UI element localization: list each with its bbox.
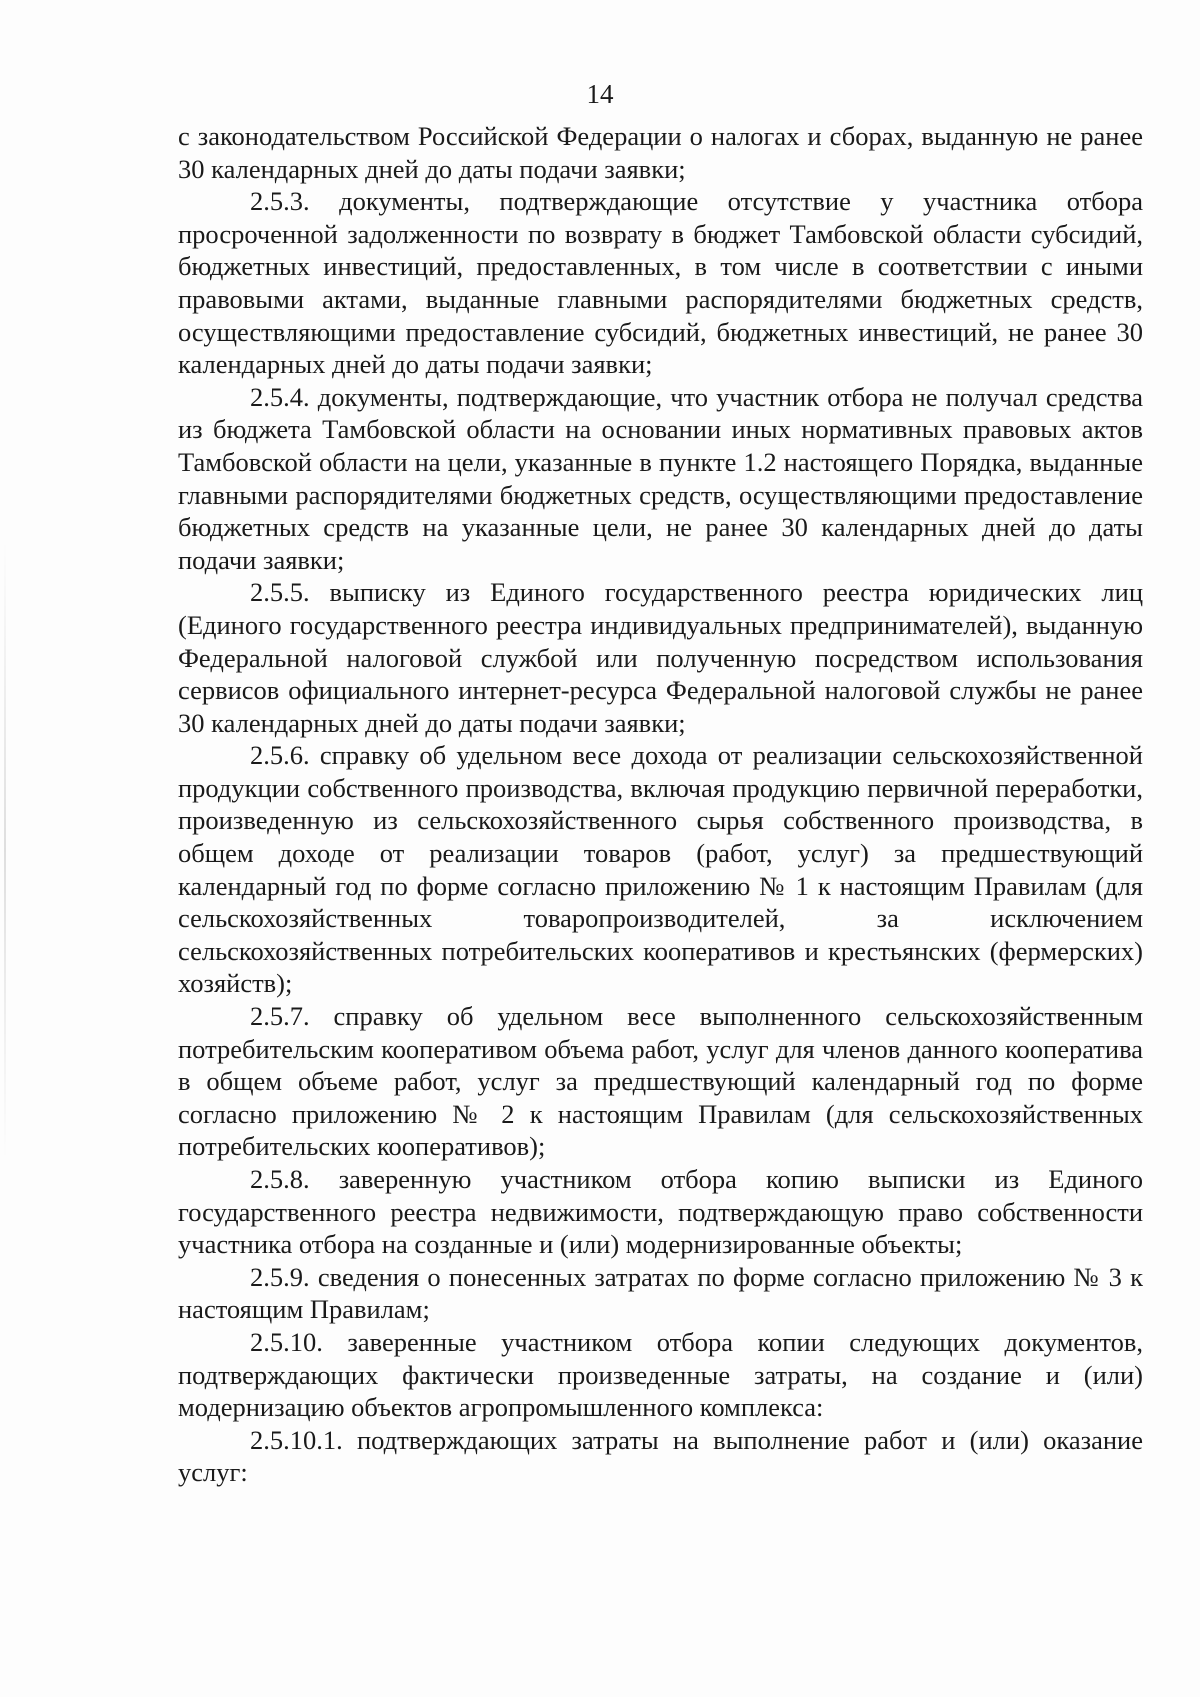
paragraph-2-5-7: 2.5.7. справку об удельном весе выполненного сельскохозяйственным потребительским кооперативом объема работ, услуг для членов данного кооператива в общем объеме работ, услуг за предшествующий календарный год по форме согласно приложению № 2 к настоящим Правилам (для сельскохозяйственных потребительских кооперативов);: [178, 1001, 1143, 1162]
paragraph-2-5-10: 2.5.10. заверенные участником отбора копии следующих документов, подтверждающих фактически произведенные затраты, на создание и (или) модернизацию объектов агропромышленного комплекса:: [178, 1326, 1143, 1423]
paragraph-2-5-3: 2.5.3. документы, подтверждающие отсутствие у участника отбора просроченной задолженности по возврату в бюджет Тамбовской области субсидий, бюджетных инвестиций, предоставленных, в том числе в соответствии с иными правовыми актами, выданные главными распорядителями бюджетных средств, осуществляющими предоставление субсидий, бюджетных инвестиций, не ранее 30 календарных дней до даты подачи заявки;: [178, 186, 1143, 380]
paragraph-2-5-6: 2.5.6. справку об удельном весе дохода от реализации сельскохозяйственной продукции собственного производства, включая продукцию первичной переработки, произведенную из сельскохозяйственного сырья собственного производства, в общем доходе от реализации товаров (работ, услуг) за предшествующий календарный год по форме согласно приложению № 1 к настоящим Правилам (для сельскохозяйственных товаропроизводителей, за исключением сельскохозяйственных потребительских кооперативов и крестьянских (фермерских) хозяйств);: [178, 740, 1143, 999]
paragraph-2-5-10-1: 2.5.10.1. подтверждающих затраты на выполнение работ и (или) оказание услуг:: [178, 1424, 1143, 1488]
document-body: [178, 120, 1143, 1489]
paragraph-continuation: с законодательством Российской Федерации о налогах и сборах, выданную не ранее 30 календарных дней до даты подачи заявки;: [178, 121, 1143, 184]
page-number: 14: [586, 79, 614, 109]
paragraph-2-5-9: 2.5.9. сведения о понесенных затратах по форме согласно приложению № 3 к настоящим Правилам;: [178, 1261, 1143, 1325]
paragraph-2-5-8: 2.5.8. заверенную участником отбора копию выписки из Единого государственного реестра недвижимости, подтверждающую право собственности участника отбора на созданные и (или) модернизированные объекты;: [178, 1164, 1143, 1260]
paragraph-2-5-5: 2.5.5. выписку из Единого государственного реестра юридических лиц (Единого государственного реестра индивидуальных предпринимателей), выданную Федеральной налоговой службой или полученную посредством использования сервисов официального интернет-ресурса Федеральной налоговой службы не ранее 30 календарных дней до даты подачи заявки;: [178, 577, 1143, 738]
scan-edge-shadow: [4, 540, 6, 1160]
paragraph-2-5-4: 2.5.4. документы, подтверждающие, что участник отбора не получал средства из бюджета Тамбовской области на основании иных нормативных правовых актов Тамбовской области на цели, указанные в пункте 1.2 настоящего Порядка, выданные главными распорядителями бюджетных средств, осуществляющими предоставление бюджетных средств на указанные цели, не ранее 30 календарных дней до даты подачи заявки;: [178, 381, 1143, 575]
